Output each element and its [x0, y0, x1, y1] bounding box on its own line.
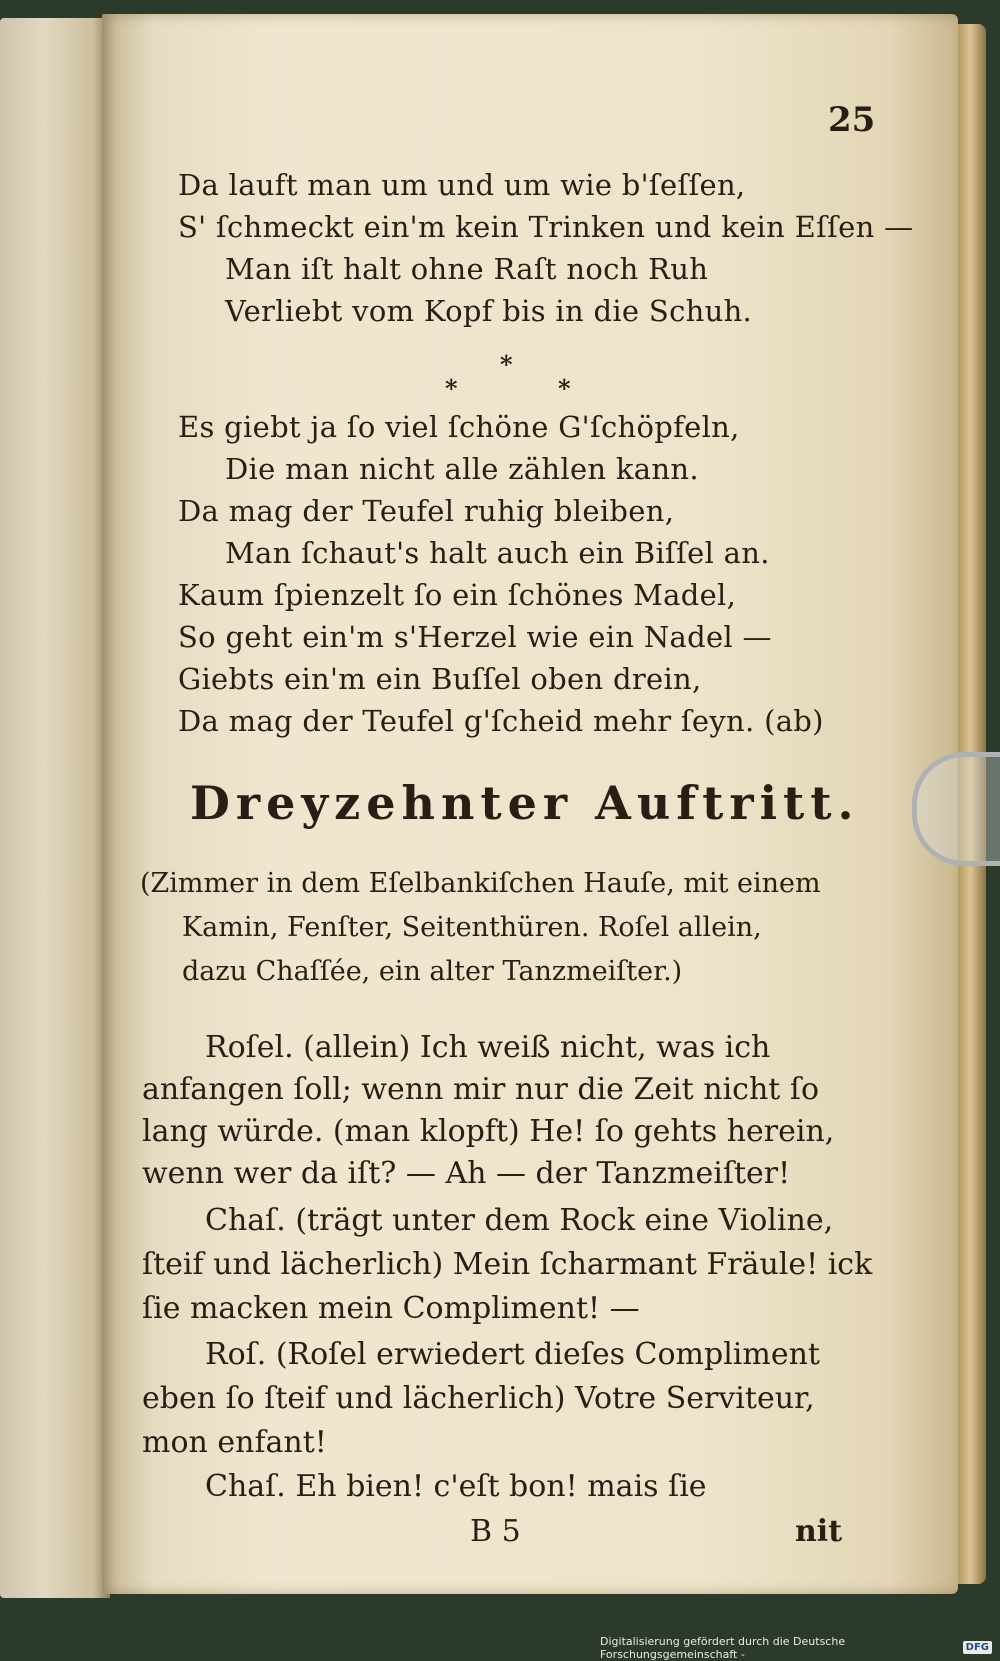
verse-line: Kaum ſpienzelt ſo ein ſchönes Madel,	[178, 578, 737, 612]
digitization-footer	[600, 1636, 1000, 1659]
dialog-line: Chaſ. Eh bien! c'eſt bon! mais ſie	[205, 1469, 707, 1504]
dialog-line: lang würde. (man klopft) He! ſo gehts herein,	[142, 1114, 835, 1149]
stage-direction-line: dazu Chaſſée, ein alter Tanzmeiſter.)	[182, 956, 683, 987]
dialog-line: eben ſo ſteif und lächerlich) Votre Serviteur,	[142, 1381, 815, 1416]
asterism-separator	[430, 350, 590, 403]
verse-line: Verliebt vom Kopf bis in die Schuh.	[225, 294, 753, 328]
dialog-line: anfangen ſoll; wenn mir nur die Zeit nicht ſo	[142, 1072, 820, 1107]
dialog-line: Roſel. (allein) Ich weiß nicht, was ich	[205, 1030, 771, 1065]
page-number: 25	[828, 100, 876, 140]
dialog-line: Chaſ. (trägt unter dem Rock eine Violine,	[205, 1203, 834, 1238]
verse-line: Man iſt halt ohne Raſt noch Ruh	[225, 252, 709, 286]
signature-mark: B 5	[470, 1514, 521, 1549]
dialog-line: ſie macken mein Compliment! —	[142, 1291, 640, 1326]
verse-line: S' ſchmeckt ein'm kein Trinken und kein Eſſen —	[178, 210, 914, 244]
dialog-line: Roſ. (Roſel erwiedert dieſes Compliment	[205, 1337, 820, 1372]
dialog-line: wenn wer da iſt? — Ah — der Tanzmeiſter!	[142, 1156, 791, 1191]
verse-line: Da lauft man um und um wie b'ſeſſen,	[178, 168, 746, 202]
dialog-line: mon enfant!	[142, 1425, 327, 1460]
verse-line: So geht ein'm s'Herzel wie ein Nadel —	[178, 620, 772, 654]
page-clip	[912, 752, 1000, 866]
footer-text: Digitalisierung gefördert durch die Deutsche Forschungsgemeinschaft -	[600, 1634, 846, 1661]
verse-line: Da mag der Teufel ruhig bleiben,	[178, 494, 675, 528]
verse-line: Giebts ein'm ein Buſſel oben drein,	[178, 662, 702, 696]
verse-line: Es giebt ja ſo viel ſchöne G'ſchöpfeln,	[178, 410, 740, 444]
dfg-logo-icon: DFG	[963, 1641, 992, 1654]
asterisk: *	[445, 374, 458, 403]
stage-direction-line: (Zimmer in dem Eſelbankiſchen Hauſe, mit einem	[140, 868, 821, 899]
dialog-line: ſteif und lächerlich) Mein ſcharmant Fräule! ick	[142, 1247, 873, 1282]
verse-line: Man ſchaut's halt auch ein Biſſel an.	[225, 536, 770, 570]
stage-direction-line: Kamin, Fenſter, Seitenthüren. Roſel allein,	[182, 912, 762, 943]
verse-line: Die man nicht alle zählen kann.	[225, 452, 699, 486]
asterisk: *	[500, 350, 513, 379]
asterisk: *	[558, 374, 571, 403]
verse-line: Da mag der Teufel g'ſcheid mehr ſeyn. (ab)	[178, 704, 824, 738]
catchword: nit	[795, 1514, 843, 1549]
scene-heading: Dreyzehnter Auftritt.	[190, 776, 860, 830]
